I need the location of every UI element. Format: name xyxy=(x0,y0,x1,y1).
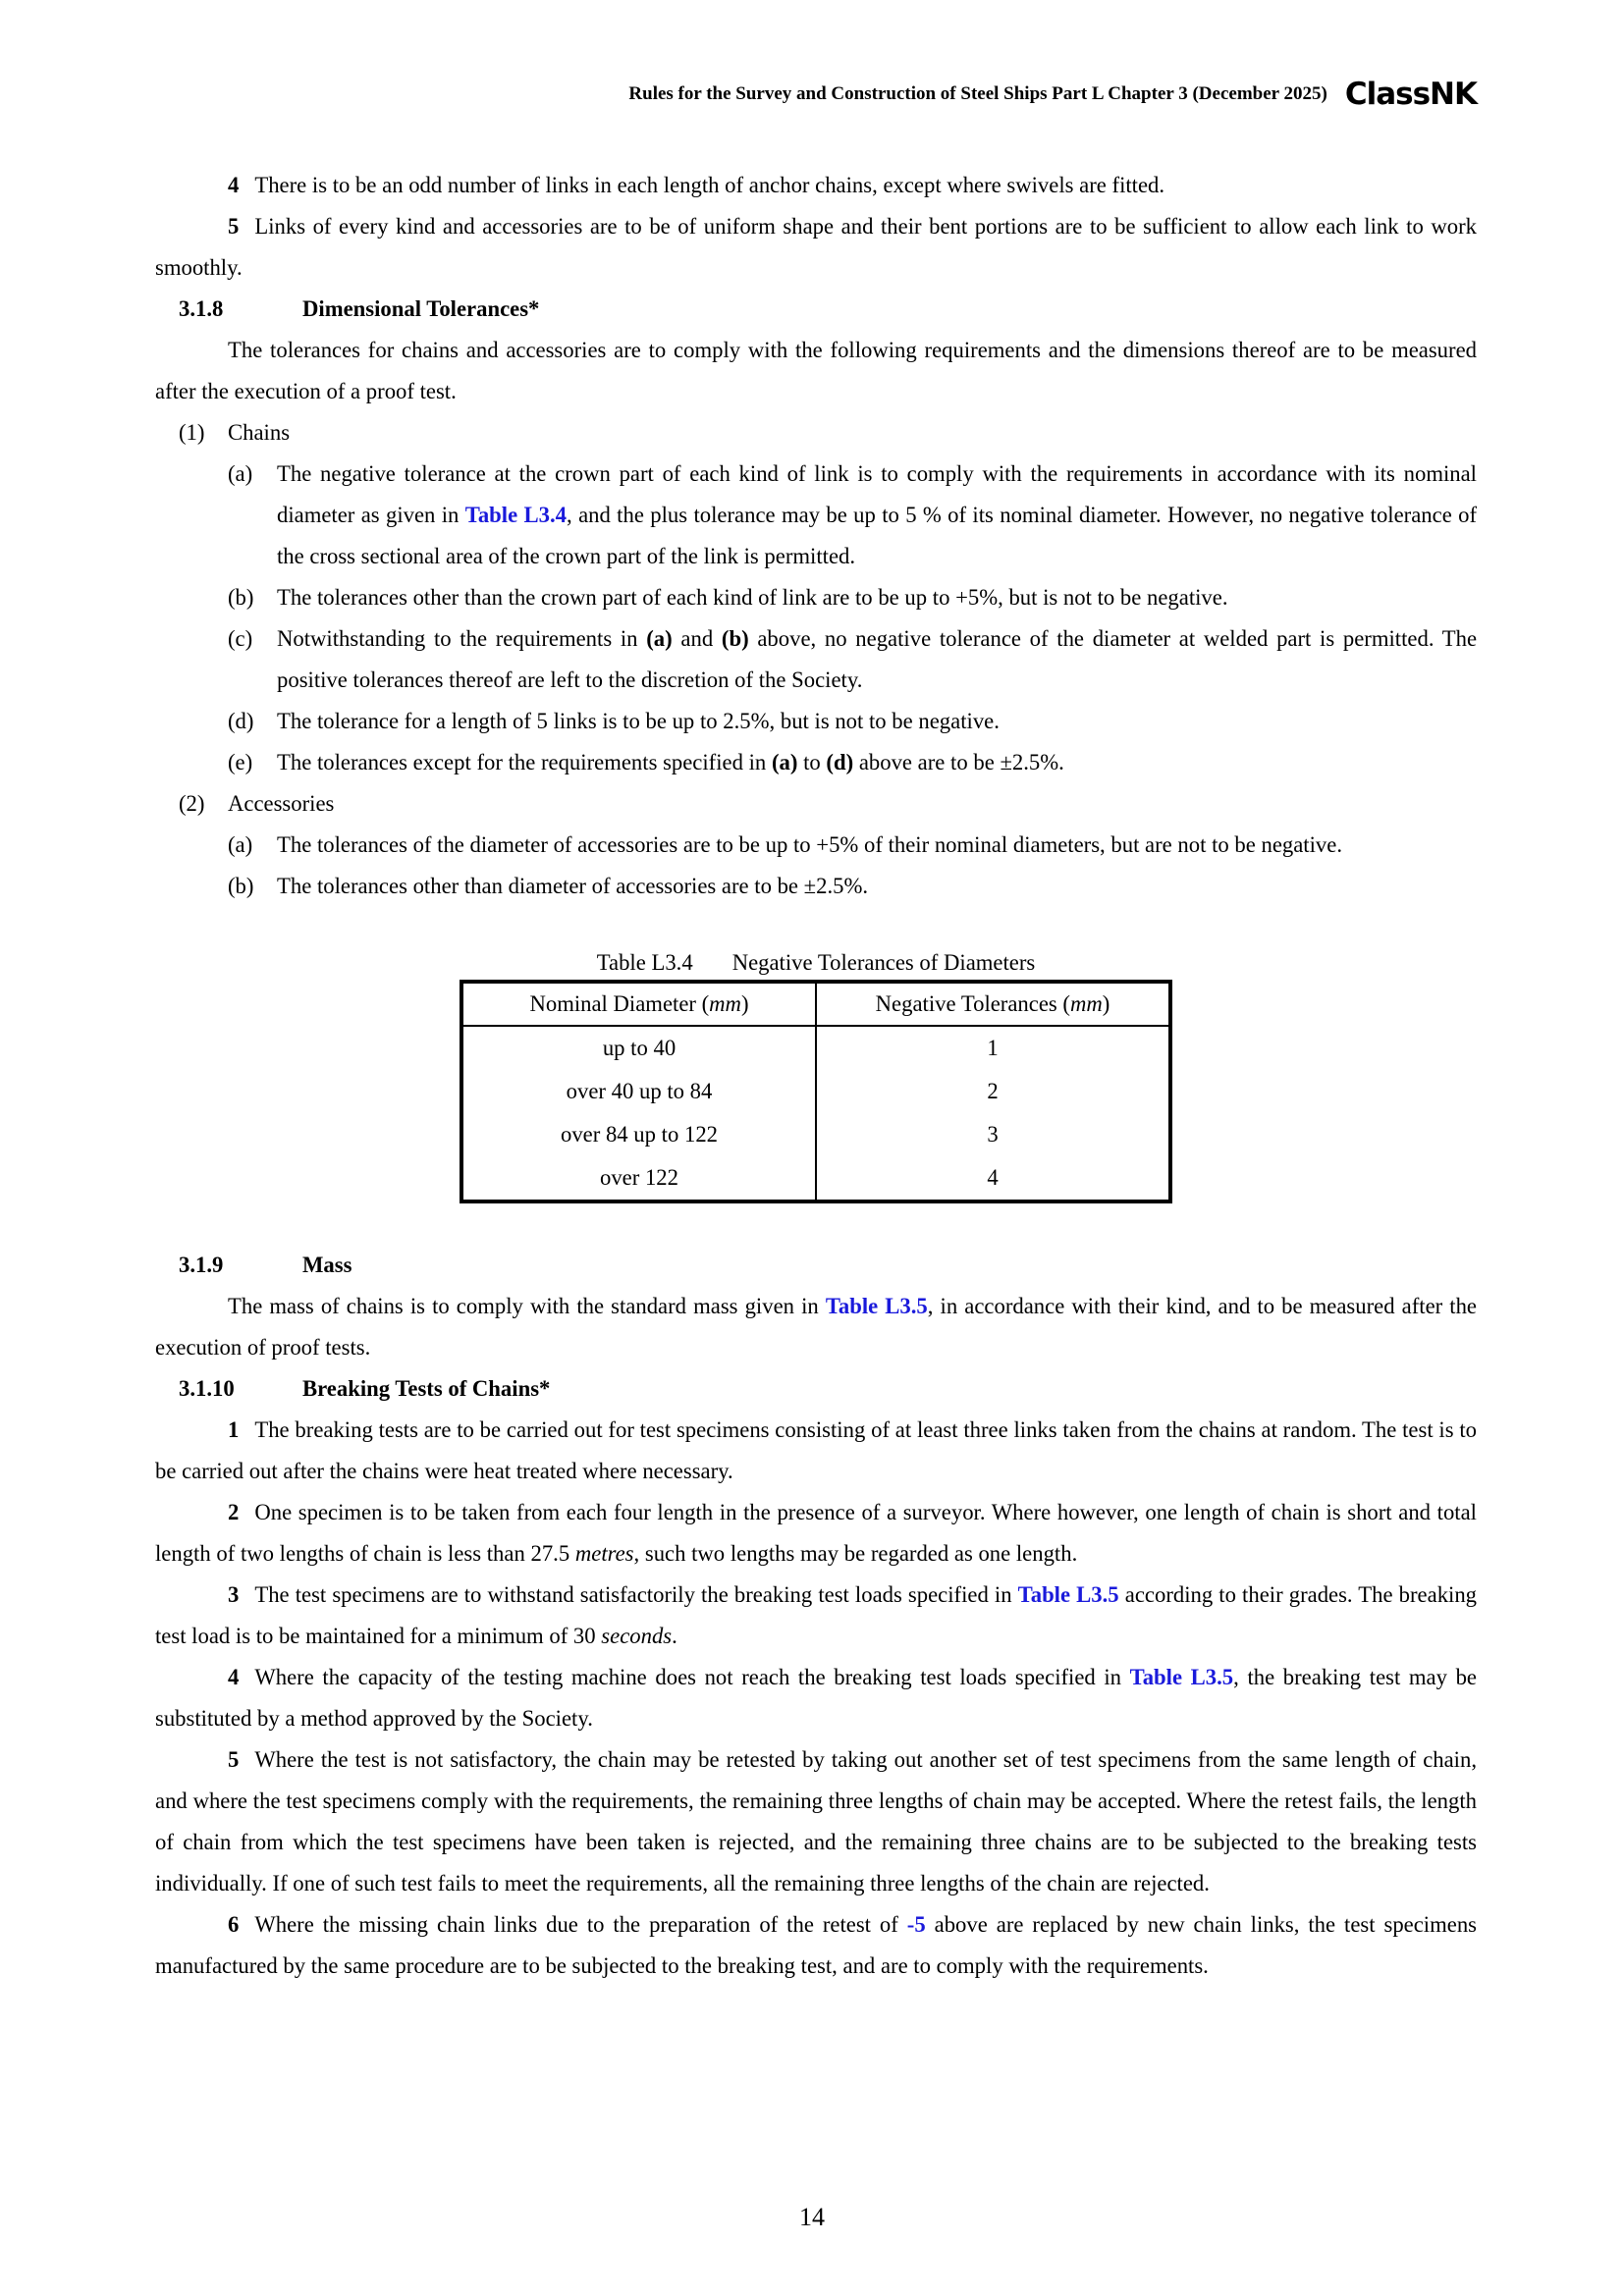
document-body xyxy=(155,165,1477,1987)
list-item-accessories-b xyxy=(155,866,1477,907)
section-intro: The tolerances for chains and accessories are to comply with the following requirements and the dimensions thereof are to be measured after the execution of a proof test. xyxy=(155,338,1477,403)
table-l3-5-link[interactable]: Table L3.5 xyxy=(1017,1582,1119,1607)
breaking-paragraph-6 xyxy=(155,1904,1477,1987)
list-text: The tolerances other than the crown part of each kind of link are to be up to +5%, but is not to be negative. xyxy=(277,585,1228,610)
list-title: Chains xyxy=(228,420,291,445)
section-title: Breaking Tests of Chains* xyxy=(302,1376,551,1401)
list-text: and xyxy=(680,626,714,651)
list-text: above are to be ±2.5%. xyxy=(858,750,1064,774)
section-number: 3.1.10 xyxy=(179,1376,235,1401)
list-text: The tolerances except for the requirements specified in xyxy=(277,750,767,774)
paragraph-text: There is to be an odd number of links in each length of anchor chains, except where swivels are fitted. xyxy=(254,173,1165,197)
paragraph-text: , in accordance with their kind, and to be measured after the execution of proof tests. xyxy=(155,1294,1477,1360)
section-title: Dimensional Tolerances* xyxy=(302,296,540,321)
list-item-accessories-a xyxy=(155,825,1477,866)
section-title: Mass xyxy=(302,1253,352,1277)
table-row xyxy=(461,1026,1170,1070)
page-number: 14 xyxy=(799,2203,825,2231)
section-heading-3-1-8 xyxy=(155,289,1477,330)
paragraph-number: 4 xyxy=(228,173,240,197)
list-title: Accessories xyxy=(228,791,335,816)
list-item-accessories xyxy=(155,783,1477,825)
paragraph-number: 2 xyxy=(228,1500,240,1524)
list-item-chains-b xyxy=(155,577,1477,618)
breaking-paragraph-5 xyxy=(155,1739,1477,1904)
list-text: The negative tolerance at the crown part of each kind of link is to comply with the requirements in accordance with its nominal diameter as given in xyxy=(277,461,1477,527)
paragraph-5-link[interactable]: -5 xyxy=(906,1912,926,1937)
table-row xyxy=(461,1113,1170,1156)
list-label: (e) xyxy=(228,750,253,774)
table-cell-diameter: up to 40 xyxy=(461,1026,816,1070)
paragraph-5 xyxy=(155,206,1477,289)
classnk-logo: ClassNK xyxy=(1344,77,1477,112)
paragraph-number: 4 xyxy=(228,1665,240,1689)
paragraph-text: above are replaced by new chain links, the test specimens manufactured by the same procedure are to be subjected to the breaking test, and are to comply with the requirements. xyxy=(155,1912,1478,1978)
list-text: The tolerances of the diameter of accessories are to be up to +5% of their nominal diameters, but are not to be negative. xyxy=(277,832,1343,857)
table-row xyxy=(461,1070,1170,1113)
reference-a: (a) xyxy=(646,626,673,651)
list-text: above, no negative tolerance of the diameter at welded part is permitted. The positive tolerances thereof are left to the discretion of the Society. xyxy=(277,626,1478,692)
list-text: Notwithstanding to the requirements in xyxy=(277,626,638,651)
list-item-chains xyxy=(155,412,1477,454)
table-cell-diameter: over 122 xyxy=(461,1156,816,1201)
column-header-negative-tolerances: Negative Tolerances (mm) xyxy=(816,982,1170,1026)
section-heading-3-1-9 xyxy=(155,1245,1477,1286)
list-label: (c) xyxy=(228,626,253,651)
paragraph-text: The breaking tests are to be carried out for test specimens consisting of at least three links taken from the chains at random. The test is to be carried out after the chains were heat treated where necessary. xyxy=(155,1417,1477,1483)
list-label: (d) xyxy=(228,709,254,733)
list-label: (a) xyxy=(228,461,253,486)
table-cell-tolerance: 2 xyxy=(987,1079,999,1103)
list-text: , and the plus tolerance may be up to 5 % of its nominal diameter. However, no negative tolerance of the cross sectional area of the crown part of the link is permitted. xyxy=(277,503,1478,568)
list-label: (a) xyxy=(228,832,253,857)
document-title: Rules for the Survey and Construction of Steel Ships Part L Chapter 3 (December 2025) xyxy=(628,83,1327,104)
list-item-chains-d xyxy=(155,701,1477,742)
list-label: (b) xyxy=(228,585,254,610)
paragraph-text: , the breaking test may be substituted by a method approved by the Society. xyxy=(155,1665,1477,1731)
list-text: The tolerances other than diameter of accessories are to be ±2.5%. xyxy=(277,874,869,898)
paragraph-number: 6 xyxy=(228,1912,240,1937)
section-heading-3-1-10 xyxy=(155,1368,1477,1410)
breaking-paragraph-2 xyxy=(155,1492,1477,1575)
list-item-chains-e xyxy=(155,742,1477,783)
paragraph-text: Links of every kind and accessories are to be of uniform shape and their bent portions are to be sufficient to allow each link to work smoothly. xyxy=(155,214,1477,280)
section-number: 3.1.8 xyxy=(179,296,224,321)
breaking-paragraph-1 xyxy=(155,1410,1477,1492)
breaking-paragraph-3 xyxy=(155,1575,1477,1657)
table-cell-tolerance: 1 xyxy=(987,1036,999,1060)
reference-a: (a) xyxy=(771,750,798,774)
list-text: to xyxy=(803,750,821,774)
table-cell-diameter: over 40 up to 84 xyxy=(461,1070,816,1113)
paragraph-text: Where the test is not satisfactory, the chain may be retested by taking out another set of test specimens from the same length of chain, and where the test specimens comply with the requirements, the remaining three lengths of chain may be accepted. Where the retest fails, the length of chain from which the test specimens have been taken is rejected, and the remaining three chains are to be subjected to the breaking tests individually. If one of such test fails to meet the requirements, all the remaining three lengths of the chain are rejected. xyxy=(155,1747,1477,1896)
paragraph-number: 5 xyxy=(228,1747,240,1772)
table-l3-5-link[interactable]: Table L3.5 xyxy=(1129,1665,1234,1689)
tolerance-table xyxy=(460,980,1172,1203)
paragraph-text: , such two lengths may be regarded as one length. xyxy=(633,1541,1078,1566)
paragraph-text: . xyxy=(672,1624,677,1648)
paragraph-text: One specimen is to be taken from each four length in the presence of a surveyor. Where however, one length of chain is short and total length of two lengths of chain is less than 27.5 xyxy=(155,1500,1477,1566)
list-label: (1) xyxy=(179,420,205,445)
table-l3-4-link[interactable]: Table L3.4 xyxy=(464,503,568,527)
paragraph-text: Where the missing chain links due to the preparation of the retest of xyxy=(254,1912,898,1937)
reference-d: (d) xyxy=(826,750,854,774)
mass-paragraph xyxy=(155,1286,1477,1368)
paragraph-4 xyxy=(155,165,1477,206)
unit-text: seconds xyxy=(601,1624,673,1648)
table-l3-5-link[interactable]: Table L3.5 xyxy=(825,1294,928,1318)
list-label: (b) xyxy=(228,874,254,898)
paragraph-text: Where the capacity of the testing machine does not reach the breaking test loads specified in xyxy=(254,1665,1122,1689)
reference-b: (b) xyxy=(721,626,749,651)
column-header-nominal-diameter: Nominal Diameter (mm) xyxy=(461,982,816,1026)
list-label: (2) xyxy=(179,791,205,816)
unit-text: metres xyxy=(574,1541,634,1566)
paragraph-text: The mass of chains is to comply with the standard mass given in xyxy=(228,1294,819,1318)
list-item-chains-a xyxy=(155,454,1477,577)
paragraph-number: 5 xyxy=(228,214,240,239)
page-header xyxy=(628,77,1477,112)
table-cell-tolerance: 4 xyxy=(987,1165,999,1190)
table-caption xyxy=(155,946,1477,980)
table-header-row xyxy=(461,982,1170,1026)
list-item-chains-c xyxy=(155,618,1477,701)
table-cell-tolerance: 3 xyxy=(987,1122,999,1147)
breaking-paragraph-4 xyxy=(155,1657,1477,1739)
paragraph-text: The test specimens are to withstand satisfactorily the breaking test loads specified in xyxy=(254,1582,1012,1607)
section-number: 3.1.9 xyxy=(179,1253,224,1277)
table-row xyxy=(461,1156,1170,1201)
table-number: Table L3.4 xyxy=(596,950,693,975)
list-text: The tolerance for a length of 5 links is to be up to 2.5%, but is not to be negative. xyxy=(277,709,1000,733)
table-title: Negative Tolerances of Diameters xyxy=(731,950,1036,975)
table-cell-diameter: over 84 up to 122 xyxy=(461,1113,816,1156)
paragraph-number: 3 xyxy=(228,1582,240,1607)
paragraph-number: 1 xyxy=(228,1417,240,1442)
paragraph-text: according to their grades. The breaking test load is to be maintained for a minimum of 30 xyxy=(155,1582,1478,1648)
